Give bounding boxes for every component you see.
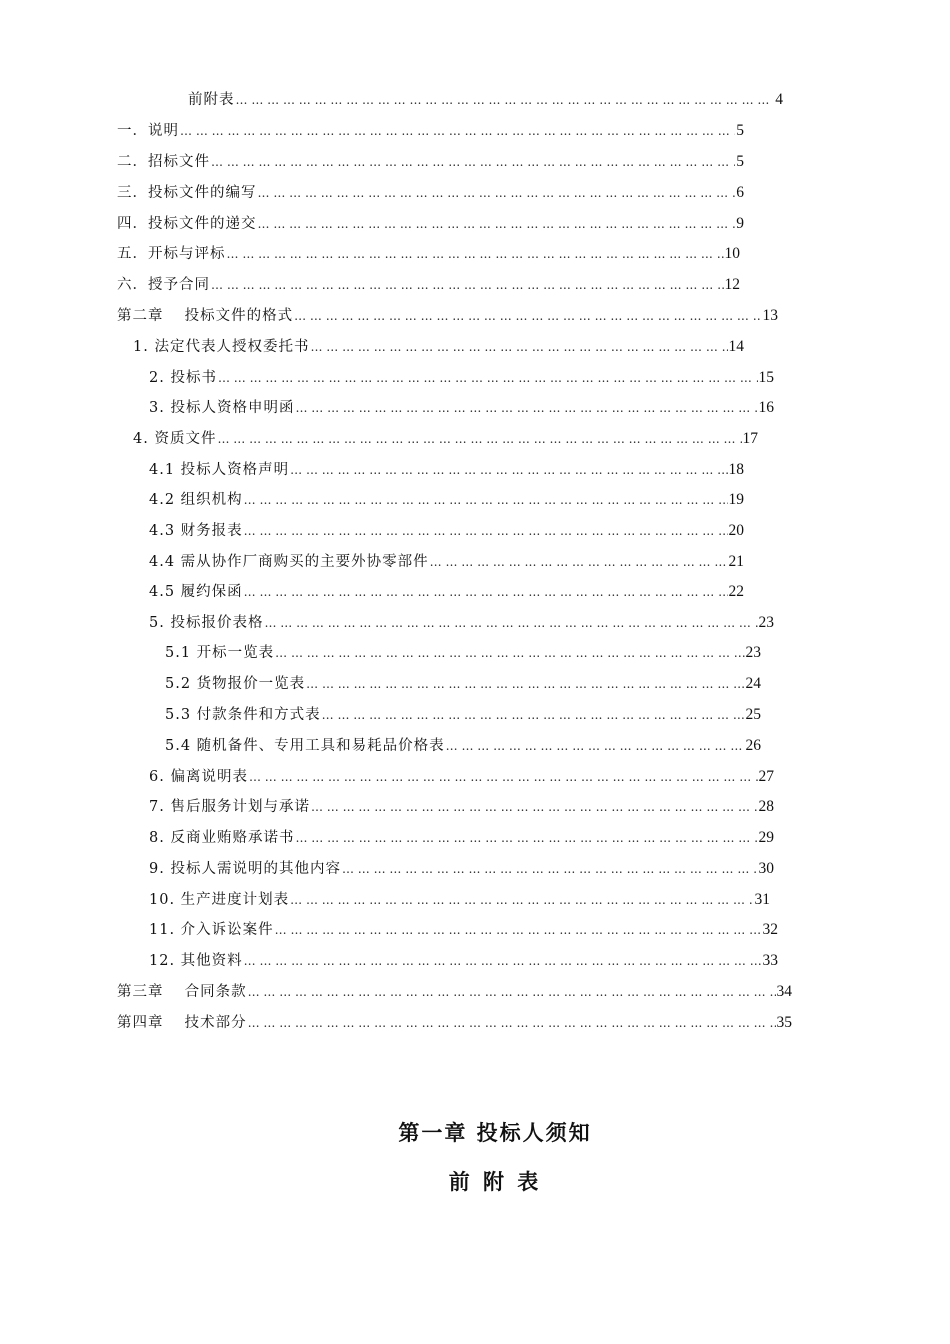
toc-leader-dots <box>180 124 735 138</box>
section-title: 前 附 表 <box>448 1169 542 1194</box>
toc-entry[interactable] <box>149 580 744 602</box>
toc-entry-label: 三．投标文件的编写 <box>117 185 257 201</box>
toc-entry-page: 25 <box>745 706 761 723</box>
toc-entry[interactable] <box>149 826 774 848</box>
toc-entry-page: 15 <box>758 369 774 386</box>
toc-entry-label: 11. 介入诉讼案件 <box>149 922 274 938</box>
toc-leader-dots <box>322 708 745 722</box>
toc-entry-label: 四．投标文件的递交 <box>117 216 257 232</box>
toc-entry-page: 23 <box>758 614 774 631</box>
toc-entry[interactable] <box>165 672 761 694</box>
toc-entry-label: 前附表 <box>188 92 235 108</box>
toc-entry-page: 30 <box>758 860 774 877</box>
toc-entry[interactable] <box>149 519 744 541</box>
toc-entry-label: 六．授予合同 <box>117 277 210 293</box>
toc-entry-page: 32 <box>762 921 778 938</box>
toc-leader-dots <box>258 186 736 200</box>
toc-entry[interactable] <box>165 734 761 756</box>
toc-entry-page: 26 <box>745 737 761 754</box>
toc-entry[interactable] <box>149 857 774 879</box>
toc-entry-page: 33 <box>762 952 778 969</box>
toc-entry-page: 23 <box>745 644 761 661</box>
toc-leader-dots <box>311 800 758 814</box>
toc-entry-label: 8. 反商业贿赂承诺书 <box>149 830 295 846</box>
toc-entry-label: 4.1 投标人资格声明 <box>149 462 290 478</box>
toc-entry[interactable] <box>117 119 744 141</box>
toc-entry[interactable] <box>165 703 761 725</box>
toc-leader-dots <box>244 954 762 968</box>
toc-leader-dots <box>294 309 761 323</box>
toc-entry-label: 7. 售后服务计划与承诺 <box>149 799 310 815</box>
toc-entry[interactable] <box>117 980 792 1002</box>
toc-entry-label: 3. 投标人资格申明函 <box>149 400 295 416</box>
toc-entry[interactable] <box>149 488 744 510</box>
toc-entry-page: 14 <box>728 338 744 355</box>
toc-leader-dots <box>430 555 728 569</box>
toc-entry-label: 二．招标文件 <box>117 154 210 170</box>
toc-entry-page: 27 <box>758 768 774 785</box>
toc-leader-dots <box>446 739 745 753</box>
toc-leader-dots <box>211 278 724 292</box>
toc-entry-label: 五．开标与评标 <box>117 246 226 262</box>
toc-entry-page: 4 <box>775 91 783 108</box>
toc-entry-label: 6. 偏离说明表 <box>149 769 248 785</box>
toc-entry-label: 5.2 货物报价一览表 <box>165 676 306 692</box>
toc-entry[interactable] <box>117 304 778 326</box>
toc-entry-label: 1. 法定代表人授权委托书 <box>133 339 310 355</box>
toc-entry[interactable] <box>149 550 744 572</box>
toc-entry-label: 第三章 合同条款 <box>117 984 247 1000</box>
toc-entry[interactable] <box>165 641 761 663</box>
toc-entry-label: 10. 生产进度计划表 <box>149 892 290 908</box>
toc-entry[interactable] <box>117 273 740 295</box>
toc-entry[interactable] <box>149 765 774 787</box>
toc-entry[interactable] <box>149 949 778 971</box>
toc-entry[interactable] <box>117 242 740 264</box>
toc-leader-dots <box>218 371 758 385</box>
toc-entry[interactable] <box>149 918 778 940</box>
toc-entry[interactable] <box>149 888 770 910</box>
toc-entry-label: 4.4 需从协作厂商购买的主要外协零部件 <box>149 554 429 570</box>
toc-leader-dots <box>217 432 741 446</box>
toc-entry-label: 9. 投标人需说明的其他内容 <box>149 861 341 877</box>
chapter-title: 第一章 投标人须知 <box>398 1120 592 1145</box>
toc-entry-label: 2. 投标书 <box>149 370 217 386</box>
toc-entry-page: 6 <box>736 184 744 201</box>
toc-entry[interactable] <box>133 427 758 449</box>
toc-entry-page: 5 <box>736 153 744 170</box>
toc-entry-page: 19 <box>728 491 744 508</box>
toc-leader-dots <box>211 155 735 169</box>
toc-entry[interactable] <box>149 458 744 480</box>
toc-entry-label: 5. 投标报价表格 <box>149 615 264 631</box>
toc-entry-page: 10 <box>724 245 740 262</box>
toc-leader-dots <box>244 493 728 507</box>
toc-entry-label: 第二章 投标文件的格式 <box>117 308 294 324</box>
toc-entry-page: 28 <box>758 798 774 815</box>
toc-entry-page: 22 <box>728 583 744 600</box>
toc-leader-dots <box>227 247 724 261</box>
toc-leader-dots <box>244 524 728 538</box>
toc-entry-label: 5.1 开标一览表 <box>165 645 275 661</box>
toc-entry-page: 31 <box>754 891 770 908</box>
toc-entry[interactable] <box>117 1011 792 1033</box>
toc-leader-dots <box>248 985 776 999</box>
toc-leader-dots <box>249 770 758 784</box>
toc-entry-label: 第四章 技术部分 <box>117 1015 247 1031</box>
toc-entry[interactable] <box>133 335 744 357</box>
toc-entry-page: 17 <box>742 430 758 447</box>
toc-leader-dots <box>310 340 727 354</box>
toc-entry-label: 4.3 财务报表 <box>149 523 243 539</box>
toc-leader-dots <box>264 616 757 630</box>
toc-entry-label: 5.3 付款条件和方式表 <box>165 707 321 723</box>
toc-entry-page: 13 <box>762 307 778 324</box>
toc-leader-dots <box>248 1016 776 1030</box>
toc-entry[interactable] <box>117 212 744 234</box>
toc-entry[interactable] <box>149 611 774 633</box>
toc-leader-dots <box>342 862 758 876</box>
toc-entry[interactable] <box>149 795 774 817</box>
toc-leader-dots <box>236 93 775 107</box>
toc-entry-page: 29 <box>758 829 774 846</box>
toc-leader-dots <box>295 401 757 415</box>
toc-leader-dots <box>258 217 736 231</box>
toc-entry-page: 18 <box>728 461 744 478</box>
toc-entry-page: 9 <box>736 215 744 232</box>
toc-leader-dots <box>306 677 744 691</box>
toc-entry-page: 5 <box>736 122 744 139</box>
toc-entry-label: 12. 其他资料 <box>149 953 243 969</box>
toc-entry-page: 24 <box>745 675 761 692</box>
toc-entry[interactable] <box>117 150 744 172</box>
toc-entry-label: 5.4 随机备件、专用工具和易耗品价格表 <box>165 738 445 754</box>
toc-entry-page: 21 <box>728 553 744 570</box>
toc-leader-dots <box>275 646 744 660</box>
toc-leader-dots <box>244 585 728 599</box>
toc-entry-page: 12 <box>724 276 740 293</box>
toc-entry-page: 35 <box>776 1014 792 1031</box>
toc-leader-dots <box>290 463 727 477</box>
toc-leader-dots <box>295 831 757 845</box>
toc-entry-page: 16 <box>758 399 774 416</box>
toc-entry-page: 20 <box>728 522 744 539</box>
toc-leader-dots <box>275 923 762 937</box>
toc-entry-label: 4. 资质文件 <box>133 431 217 447</box>
toc-entry-label: 4.5 履约保函 <box>149 584 243 600</box>
toc-entry-label: 一．说明 <box>117 123 179 139</box>
toc-entry[interactable] <box>188 88 783 110</box>
toc-leader-dots <box>290 893 753 907</box>
toc-entry-label: 4.2 组织机构 <box>149 492 243 508</box>
toc-entry-page: 34 <box>776 983 792 1000</box>
toc-entry[interactable] <box>117 181 744 203</box>
toc-entry[interactable] <box>149 396 774 418</box>
toc-entry[interactable] <box>149 366 774 388</box>
